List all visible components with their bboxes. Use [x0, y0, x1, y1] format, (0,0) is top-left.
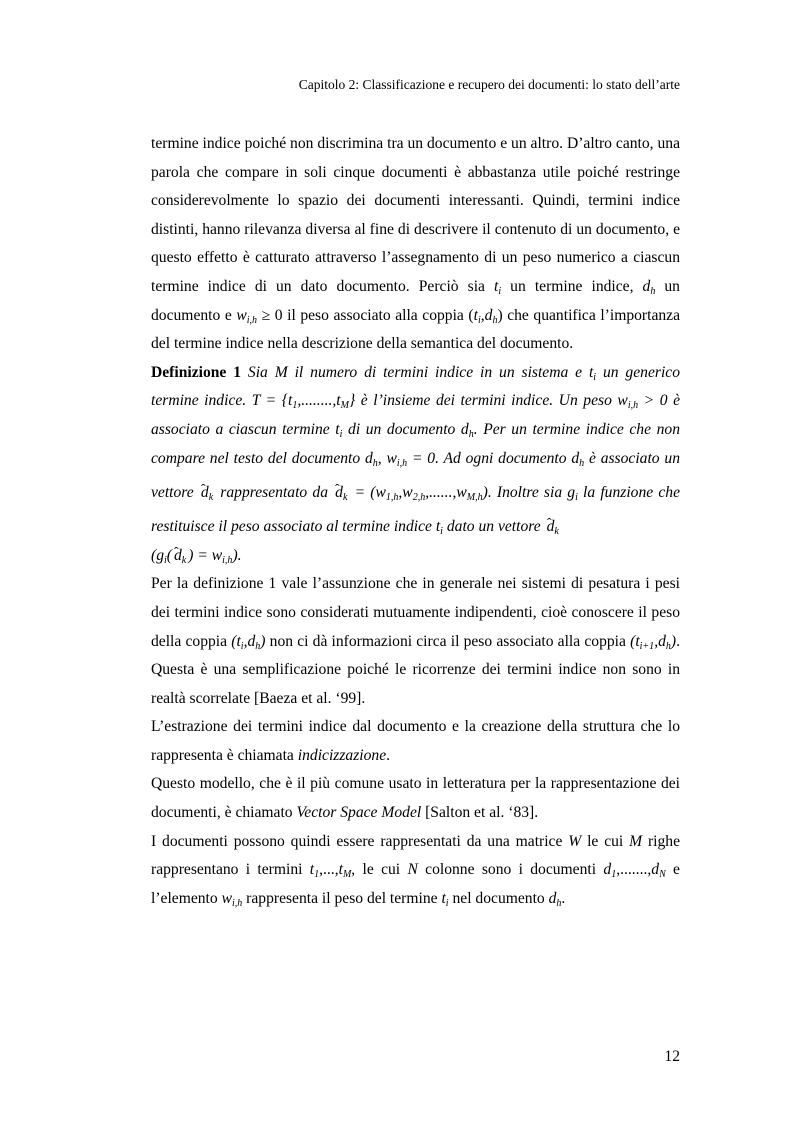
paragraph-indexing: L’estrazione dei termini indice dal documento e la creazione della struttura che lo rappresenta è chiamata indicizzazione.: [151, 718, 680, 764]
paragraph-intro: termine indice poiché non discrimina tra un documento e un altro. D’altro canto, una parola che compare in soli cinque documenti è abbastanza utile poiché restringe considerevolmente lo spazio dei documenti interessanti. Quindi, termini indice distinti, hanno rilevanza diversa al fine di descrivere il contenuto di un documento, e questo effetto è catturato attraverso l’assegnamento di un peso numerico a ciascun termine indice di un dato documento. Perciò sia $t_i$ un termine indice, $d_h$ un documento e $w_{i,h} \ge 0$ il peso associato alla coppia $(t_i,d_h)$ che quantifica l’importanza del termine indice nella descrizione della semantica del documento.: [151, 135, 681, 353]
vector-d-h-arg: ˇ $d_k$: [545, 513, 561, 542]
g-function: ($g_i(ˇ$ $d_k$ ) = $w_{i,h}$).: [151, 547, 242, 564]
paragraph-vsm: Questo modello, che è il più comune usato in letteratura per la rappresentazione dei documenti, è chiamato Vector Space Model [Salton et al. ‘83].: [151, 775, 680, 822]
definition-1: Definizione 1 Sia M il numero di termini indice in un sistema e $t_i$ un generico termine indice. $T = \{t_1,........,t_M\}$ è l’insieme dei termini indice. Un peso $w_{i,h} > 0$ è associato a ciascun termine $t_i$ di un documento $d_h$. Per un termine indice che non compare nel testo del documento $d_h$, $w_{i,h} = 0$. Ad ogni documento $d_h$ è associato un vettore ˇ $d_k$ rappresentato da ˇ $d_k = (w_{1,h},w_{2,h},......,w_{M,h})$. Inoltre sia $g_i$ la funzione che restituisce il peso associato al termine indice $t_i$ dato un vettore ˇ $d_k$ ($g_i(ˇ$ $d_k$ ) = $w_{i,h}$).: [151, 359, 680, 571]
paragraph-independence: Per la definizione 1 vale l’assunzione che in generale nei sistemi di pesatura i pesi dei termini indice sono considerati mutuamente indipendenti, cioè conoscere il peso della coppia $(t_i,d_h)$ non ci dà informazioni circa il peso associato alla coppia $(t_{i+1},d_h)$. Questa è una semplificazione poiché le ricorrenze dei termini indice non sono in realtà scorrelate [Baeza et al. ‘99].: [151, 575, 680, 707]
vector-d-h-formula: ˇ $d_k$: [333, 479, 349, 508]
vector-formula: = $(w_{1,h},w_{2,h},......,w_{M,h})$: [354, 484, 488, 504]
definition-label: Definizione 1: [151, 363, 242, 381]
page-body: [151, 130, 680, 913]
running-header: Capitolo 2: Classificazione e recupero dei documenti: lo stato dell’arte: [298, 77, 680, 92]
page-number: 12: [664, 1048, 680, 1065]
paragraph-matrix: I documenti possono quindi essere rappresentati da una matrice W le cui M righe rappresentano i termini $t_1,...,t_M$, le cui N colonne sono i documenti $d_1,.......,d_N$ e l’elemento $w_{i,h}$ rappresenta il peso del termine $t_i$ nel documento $d_h$.: [151, 832, 680, 909]
vector-d-h: ˇ $d_k$: [199, 479, 215, 508]
